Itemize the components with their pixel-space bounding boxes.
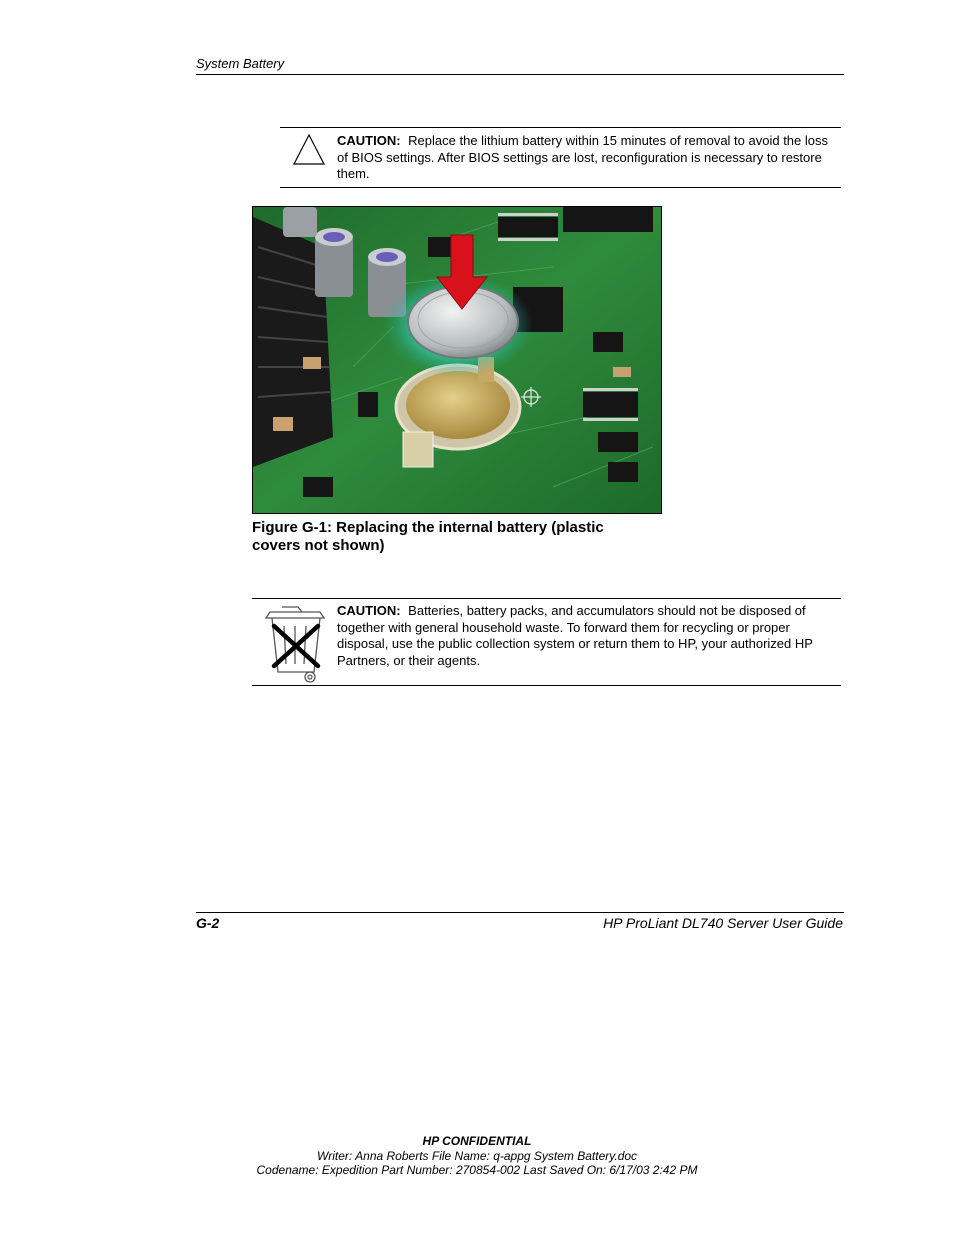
running-header: System Battery [196,56,285,71]
confidential-label: HP CONFIDENTIAL [422,1134,532,1148]
battery-replacement-photo [252,206,662,514]
motherboard-battery-illustration [253,207,661,513]
caution-label: CAUTION: [337,133,401,148]
caution-notice-battery-timing [280,127,841,188]
caution-body: Replace the lithium battery within 15 minutes of removal to avoid the loss of BIOS settings. After BIOS settings are lost, reconfiguration is necessary to restore them. [337,133,828,181]
page-number: G-2 [196,915,220,931]
guide-title: HP ProLiant DL740 Server User Guide [603,915,843,931]
footer-rule [196,912,844,913]
caution-notice-battery-disposal [252,598,841,686]
figure-caption: Figure G-1: Replacing the internal battery (plastic covers not shown) [252,519,604,554]
caution-text [337,133,841,183]
caution-label: CAUTION: [337,603,401,618]
caution-body: Batteries, battery packs, and accumulators should not be disposed of together with general household waste. To forward them for recycling or proper disposal, use the public collection system or return them to HP, your authorized HP Partners, or their agents. [337,603,813,668]
codename-partnumber-line: Codename: Expedition Part Number: 270854-002 Last Saved On: 6/17/03 2:42 PM [256,1163,698,1177]
warning-triangle-icon [292,132,326,166]
crossed-out-wheeled-bin-icon [262,604,328,684]
writer-filename-line: Writer: Anna Roberts File Name: q-appg System Battery.doc [316,1149,638,1163]
caution-text [337,603,837,669]
header-rule [196,74,844,75]
